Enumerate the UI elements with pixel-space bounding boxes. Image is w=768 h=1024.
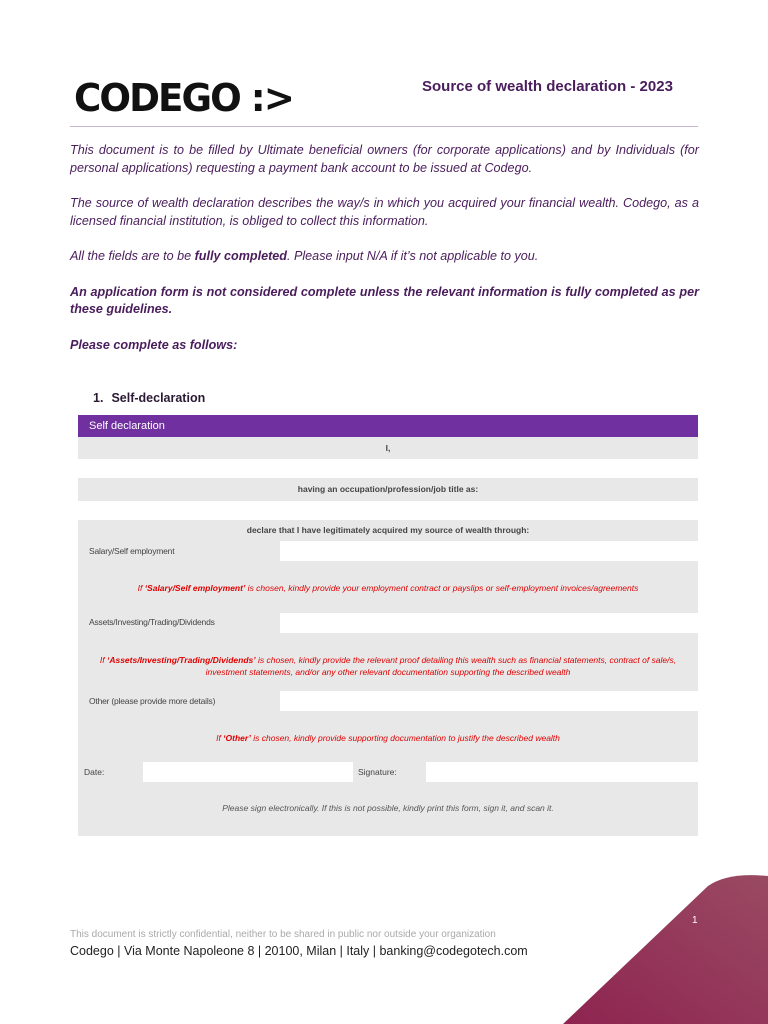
page-number: 1 [692, 915, 698, 926]
salary-note [78, 582, 698, 594]
intro-text [70, 142, 699, 372]
other-label: Other (please provide more details) [89, 696, 216, 706]
assets-note-pre: If [99, 655, 107, 665]
other-note-pre: If [216, 733, 224, 743]
salary-note-pre: If [137, 583, 145, 593]
signature-label: Signature: [358, 767, 397, 777]
date-label: Date: [84, 767, 105, 777]
codego-logo: CODEGO :> [74, 76, 293, 120]
other-field[interactable] [280, 691, 698, 711]
corner-decoration [558, 874, 768, 1024]
assets-note-post: is chosen, kindly provide the relevant proof detailing this wealth such as financial statements, contract of sale/s, investment statements, and/or any other relevant documentation supporting the described wealth [205, 655, 677, 677]
footer-address: Codego | Via Monte Napoleone 8 | 20100, Milan | Italy | banking@codegotech.com [70, 944, 528, 958]
intro-paragraph-5: Please complete as follows: [70, 337, 238, 352]
i-label: I, [385, 443, 391, 453]
intro-paragraph-4: An application form is not considered complete unless the relevant information is fully completed as per these guidelines. [70, 284, 699, 316]
name-field[interactable] [78, 459, 698, 478]
assets-note [78, 654, 698, 678]
intro-paragraph-2: The source of wealth declaration describes the way/s in which you acquired your financial wealth. Codego, as a licensed financial institution, is obliged to collect this information. [70, 196, 699, 228]
signature-field[interactable] [426, 762, 698, 782]
intro-p3-bold: fully completed [194, 249, 287, 263]
occupation-field[interactable] [78, 501, 698, 520]
salary-label: Salary/Self employment [89, 546, 175, 556]
form-header: Self declaration [78, 415, 698, 437]
intro-paragraph-3 [70, 248, 699, 266]
intro-p3-before: All the fields are to be [70, 249, 195, 263]
salary-field[interactable] [280, 541, 698, 561]
section-number: 1. [93, 391, 104, 405]
footer-confidential: This document is strictly confidential, neither to be shared in public nor outside your organization [70, 929, 496, 940]
assets-note-bold: ‘Assets/Investing/Trading/Dividends’ [106, 655, 256, 665]
other-note [78, 732, 698, 744]
intro-p3-after: . Please input N/A if it’s not applicable to you. [286, 249, 539, 263]
header-divider [70, 126, 698, 127]
salary-note-post: is chosen, kindly provide your employment contract or payslips or self-employment invoices/agreements [245, 583, 639, 593]
other-note-bold: ‘Other’ [223, 733, 251, 743]
assets-label: Assets/Investing/Trading/Dividends [89, 617, 215, 627]
assets-field[interactable] [280, 613, 698, 633]
sign-note: Please sign electronically. If this is not possible, kindly print this form, sign it, and scan it. [222, 803, 554, 813]
declare-label: declare that I have legitimately acquired my source of wealth through: [246, 525, 530, 535]
intro-paragraph-1: This document is to be filled by Ultimate beneficial owners (for corporate applications) and by Individuals (for personal applications) requesting a payment bank account to be issued at Codego. [70, 143, 699, 175]
occupation-label: having an occupation/profession/job title as: [297, 484, 479, 494]
document-title: Source of wealth declaration - 2023 [422, 78, 673, 95]
date-field[interactable] [143, 762, 353, 782]
self-declaration-form [78, 415, 698, 836]
section-title: Self-declaration [111, 391, 206, 405]
other-note-post: is chosen, kindly provide supporting documentation to justify the described wealth [250, 733, 560, 743]
section-heading [93, 391, 205, 405]
salary-note-bold: ‘Salary/Self employment’ [144, 583, 246, 593]
